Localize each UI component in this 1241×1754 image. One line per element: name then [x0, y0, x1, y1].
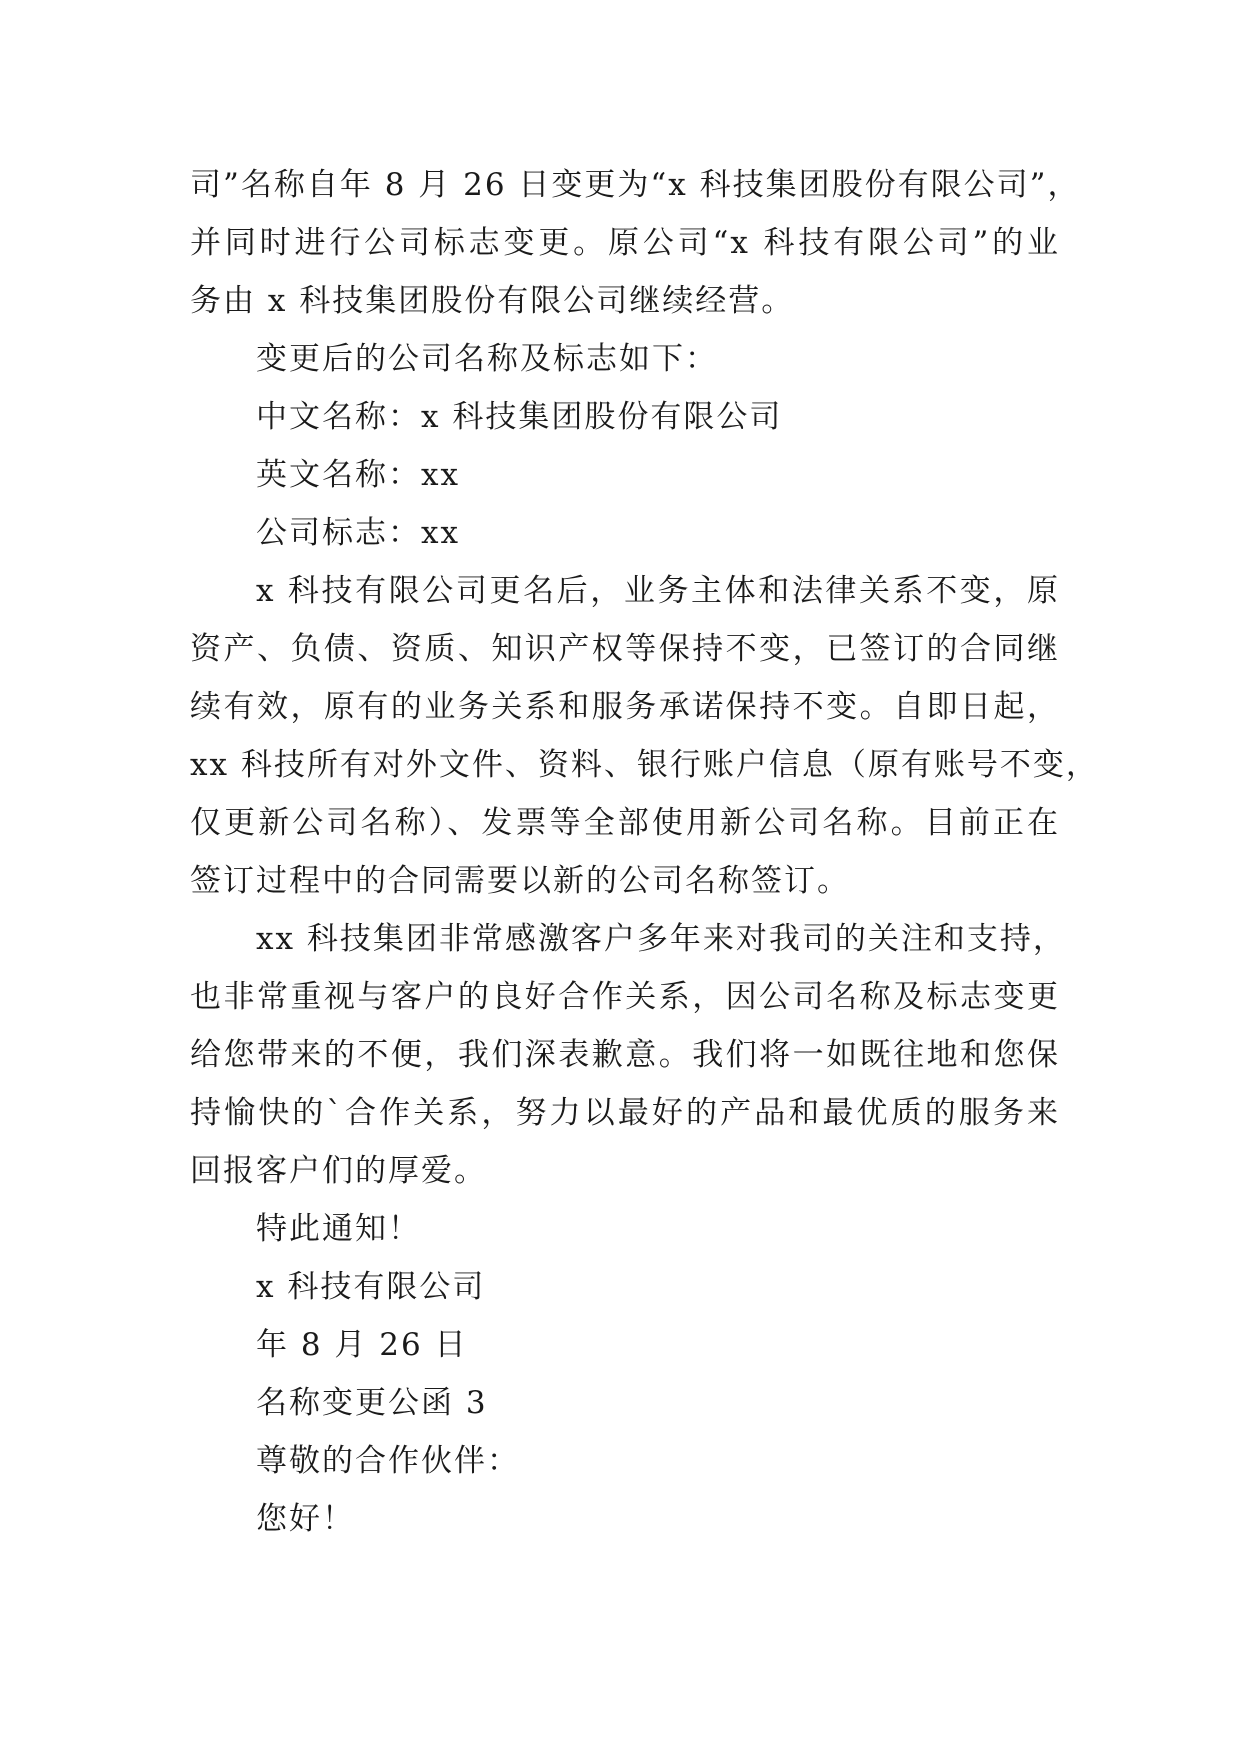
signature-company: x 科技有限公司 [256, 1269, 486, 1305]
signature-date: 年 8 月 26 日 [256, 1327, 468, 1363]
body-line: 也非常重视与客户的良好合作关系，因公司名称及标志变更 [190, 979, 1060, 1015]
body-line: xx 科技集团非常感激客户多年来对我司的关注和支持， [256, 921, 1066, 957]
body-line: 签订过程中的合同需要以新的公司名称签订。 [190, 863, 850, 899]
body-line: 仅更新公司名称）、发票等全部使用新公司名称。目前正在 [190, 805, 1060, 841]
body-line: 务由 x 科技集团股份有限公司继续经营。 [190, 283, 795, 319]
english-name-line: 英文名称：xx [256, 457, 460, 493]
greeting: 您好！ [256, 1501, 355, 1537]
chinese-name-line: 中文名称：x 科技集团股份有限公司 [256, 399, 783, 435]
body-line: 持愉快的`合作关系，努力以最好的产品和最优质的服务来 [190, 1095, 1060, 1131]
intro-heading: 变更后的公司名称及标志如下： [256, 341, 718, 377]
body-line: 司”名称自年 8 月 26 日变更为“x 科技集团股份有限公司”， [190, 167, 1081, 203]
body-line: x 科技有限公司更名后，业务主体和法律关系不变，原 [256, 573, 1060, 609]
body-line: 续有效，原有的业务关系和服务承诺保持不变。自即日起， [190, 689, 1060, 725]
salutation: 尊敬的合作伙伴： [256, 1443, 520, 1479]
company-logo-line: 公司标志：xx [256, 515, 460, 551]
body-line: 给您带来的不便，我们深表歉意。我们将一如既往地和您保 [190, 1037, 1060, 1073]
body-line: 并同时进行公司标志变更。原公司“x 科技有限公司”的业 [190, 225, 1060, 261]
body-line: 资产、负债、资质、知识产权等保持不变，已签订的合同继 [190, 631, 1060, 667]
next-document-title: 名称变更公函 3 [256, 1385, 488, 1421]
body-line: 回报客户们的厚爱。 [190, 1153, 487, 1189]
body-line: xx 科技所有对外文件、资料、银行账户信息（原有账号不变， [190, 747, 1099, 783]
document-page [190, 156, 1099, 1548]
notice-line: 特此通知！ [256, 1211, 421, 1247]
